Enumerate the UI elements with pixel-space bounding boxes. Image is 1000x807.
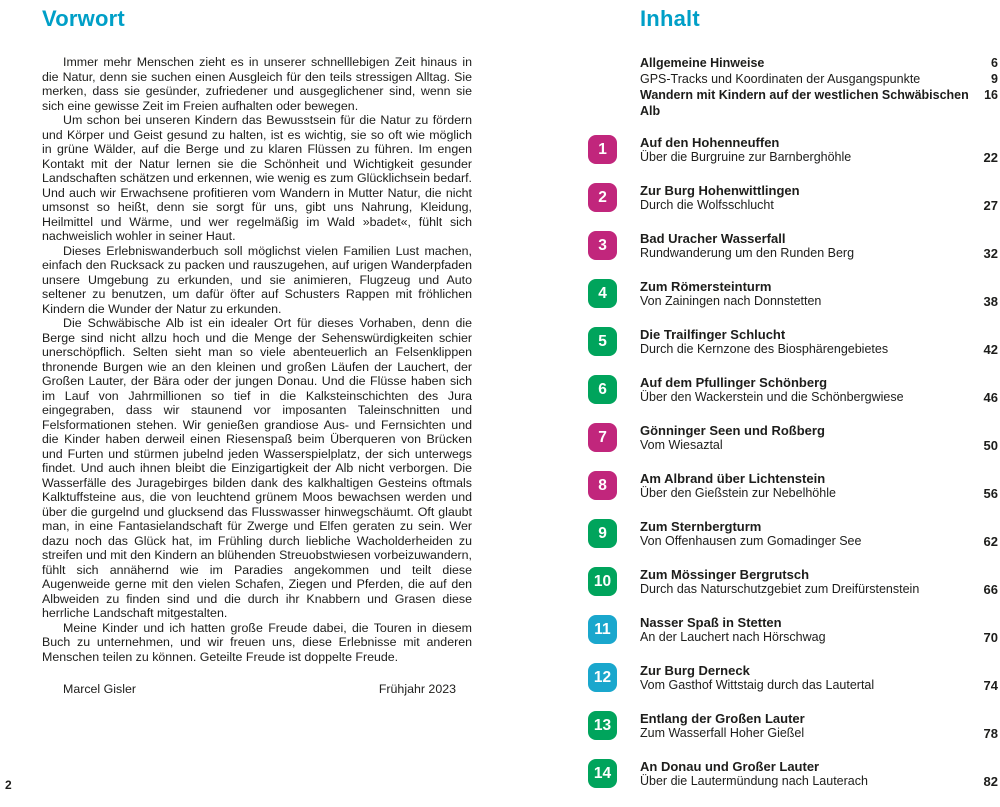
tour-page-number: 74 bbox=[983, 678, 998, 693]
tour-text bbox=[640, 663, 976, 693]
tour-subtitle: Über die Lautermündung nach Lauterach bbox=[640, 774, 868, 788]
tour-title: Zum Mössinger Bergrutsch bbox=[640, 567, 810, 582]
tour-title: Zum Römersteinturm bbox=[640, 279, 772, 294]
tour-text bbox=[640, 279, 976, 309]
tour-page-number: 42 bbox=[983, 342, 998, 357]
tour-page-number: 78 bbox=[983, 726, 998, 741]
paragraph: Um schon bei unseren Kindern das Bewusstsein für die Natur zu fördern und Körper und Geist gesund zu halten, ist es wichtig, sie so oft wie möglich in grüne Wälder, auf die Berge und zu klaren Flüssen zu führen. Im engen Kontakt mit der Natur lernen sie die Schönheit und Wichtigkeit gesunder Landschaften schätzen und erkennen, wie wenig es zum Glücklichsein bedarf. Und auch wir Erwachsene profitieren vom Wandern in Mutter Natur, die nicht umsonst so heißt, denn sie sorgt für uns, gibt uns Nahrung, Kleidung, Heilmittel und Wärme, und wer regelmäßig im Wald »badet«, fühlt sich nachweislich wohler in seiner Haut. bbox=[42, 113, 472, 243]
toc-tour-entry bbox=[588, 519, 998, 549]
tour-text bbox=[640, 471, 976, 501]
toc-front-matter-row bbox=[640, 55, 998, 71]
toc-tour-entry bbox=[588, 615, 998, 645]
tour-subtitle: Durch die Kernzone des Biosphärengebietes bbox=[640, 342, 889, 356]
toc-front-matter-row bbox=[640, 87, 998, 119]
tour-title: Zur Burg Derneck bbox=[640, 663, 750, 678]
tour-title: Zum Sternbergturm bbox=[640, 519, 762, 534]
tour-title: Die Trailfinger Schlucht bbox=[640, 327, 786, 342]
toc-tour-entry bbox=[588, 423, 998, 453]
toc-page-number: 9 bbox=[991, 72, 998, 86]
tour-text bbox=[640, 759, 976, 789]
tour-title: Auf den Hohenneuffen bbox=[640, 135, 780, 150]
toc-tour-entry bbox=[588, 327, 998, 357]
tour-title: Entlang der Großen Lauter bbox=[640, 711, 805, 726]
toc-tour-entry bbox=[588, 471, 998, 501]
tour-title: Am Albrand über Lichtenstein bbox=[640, 471, 826, 486]
toc-label: Wandern mit Kindern auf der westlichen Schwäbischen Alb bbox=[640, 88, 969, 118]
tour-subtitle: An der Lauchert nach Hörschwag bbox=[640, 630, 826, 644]
vorwort-body bbox=[42, 55, 472, 664]
tour-page-number: 70 bbox=[983, 630, 998, 645]
tour-number-badge: 7 bbox=[588, 423, 617, 452]
signature-name: Marcel Gisler bbox=[63, 682, 136, 696]
tour-list bbox=[588, 135, 998, 789]
tour-page-number: 27 bbox=[983, 198, 998, 213]
tour-number-badge: 10 bbox=[588, 567, 617, 596]
toc-tour-entry bbox=[588, 759, 998, 789]
toc-tour-entry bbox=[588, 711, 998, 741]
tour-number-badge: 2 bbox=[588, 183, 617, 212]
toc-label: Allgemeine Hinweise bbox=[640, 56, 765, 70]
tour-text bbox=[640, 231, 976, 261]
paragraph: Immer mehr Menschen zieht es in unserer schnelllebigen Zeit hinaus in die Natur, denn sie suchen einen Ausgleich für den teils stressigen Alltag. Sie merken, dass sie gesünder, zufriedener und ausgeglichener sind, wenn sie sich eine gewisse Zeit im Freien aufhalten oder bewegen. bbox=[42, 55, 472, 113]
tour-subtitle: Vom Gasthof Wittstaig durch das Lautertal bbox=[640, 678, 875, 692]
toc-tour-entry bbox=[588, 375, 998, 405]
tour-number-badge: 4 bbox=[588, 279, 617, 308]
tour-text bbox=[640, 519, 976, 549]
tour-title: Nasser Spaß in Stetten bbox=[640, 615, 782, 630]
tour-title: An Donau und Großer Lauter bbox=[640, 759, 820, 774]
tour-text bbox=[640, 711, 976, 741]
tour-page-number: 62 bbox=[983, 534, 998, 549]
toc-front-matter-row bbox=[640, 71, 998, 87]
tour-page-number: 38 bbox=[983, 294, 998, 309]
tour-subtitle: Von Offenhausen zum Gomadinger See bbox=[640, 534, 862, 548]
toc-front-matter bbox=[640, 55, 998, 119]
tour-subtitle: Vom Wiesaztal bbox=[640, 438, 723, 452]
toc-page-number: 6 bbox=[991, 56, 998, 70]
tour-number-badge: 9 bbox=[588, 519, 617, 548]
tour-number-badge: 5 bbox=[588, 327, 617, 356]
tour-subtitle: Rundwanderung um den Runden Berg bbox=[640, 246, 855, 260]
tour-number-badge: 12 bbox=[588, 663, 617, 692]
tour-subtitle: Zum Wasserfall Hoher Gießel bbox=[640, 726, 805, 740]
tour-subtitle: Über die Burgruine zur Barnberghöhle bbox=[640, 150, 852, 164]
tour-text bbox=[640, 327, 976, 357]
toc-tour-entry bbox=[588, 135, 998, 165]
tour-page-number: 22 bbox=[983, 150, 998, 165]
tour-page-number: 82 bbox=[983, 774, 998, 789]
signature bbox=[42, 682, 472, 696]
paragraph: Dieses Erlebniswanderbuch soll möglichst vielen Familien Lust machen, einfach den Rucksack zu packen und rauszugehen, auf urigen Wanderpfaden unsere Umgebung zu erkunden, und sie animieren, Flugzeug und Auto seltener zu benutzen, um dafür öfter auf Schusters Rappen mit fröhlichen Kindern die Wunder der Natur zu erkunden. bbox=[42, 243, 472, 316]
toc-tour-entry bbox=[588, 183, 998, 213]
paragraph: Meine Kinder und ich hatten große Freude dabei, die Touren in diesem Buch zu unternehmen, und wir freuen uns, diese Erlebnisse mit anderen Menschen teilen zu können. Geteilte Freude ist doppelte Freude. bbox=[42, 620, 472, 664]
tour-page-number: 66 bbox=[983, 582, 998, 597]
page-title: Inhalt bbox=[640, 6, 700, 31]
toc-tour-entry bbox=[588, 567, 998, 597]
toc-label: GPS-Tracks und Koordinaten der Ausgangspunkte bbox=[640, 72, 921, 86]
signature-date: Frühjahr 2023 bbox=[378, 682, 456, 696]
tour-text bbox=[640, 375, 976, 405]
toc-page-number: 16 bbox=[984, 88, 998, 102]
tour-text bbox=[640, 135, 976, 165]
tour-page-number: 56 bbox=[983, 486, 998, 501]
tour-text bbox=[640, 615, 976, 645]
tour-title: Gönninger Seen und Roßberg bbox=[640, 423, 825, 438]
tour-page-number: 50 bbox=[983, 438, 998, 453]
page-title: Vorwort bbox=[42, 6, 125, 31]
paragraph: Die Schwäbische Alb ist ein idealer Ort für dieses Vorhaben, denn die Berge sind nicht allzu hoch und die Menge der Sehenswürdigkeiten schier unerschöpflich. Selten sieht man so viele abenteuerlich an Felsenklippen thronende Burgen wie an den kleinen und großen Läufen der Lauchert, der Großen Lauter, der Bära oder der jungen Donau. Und die Flüsse haben sich im Lauf von Jahrmillionen so tief in die Kalksteinschichten des Jura eingegraben, dass wir staunend vor imposanten Taleinschnitten und Felsformationen stehen. Wir genießen grandiose Aus- und Fernsichten und die Kinder haben derweil einen Riesenspaß beim Überqueren von Brücken und Furten und stürmen jubelnd jeden Wasserspielplatz, der sich unterwegs findet. Und auch ihnen bleibt die Einzigartigkeit der Alb nicht verborgen. Die Wasserfälle des Juragebirges bilden dank des kalkhaltigen Gesteins oftmals Kalktuffsteine aus, die von leuchtend grünem Moos bewachsen werden und über die gurgelnd und glucksend das Flusswasser hinwegschäumt. Oft glaubt man, in eine Fantasielandschaft für Zwerge und Elfen geraten zu sein. Wer dazu noch das Glück hat, im Frühling durch liebliche Wacholderheiden zu streifen und mit den Kindern an blühenden Streuobstwiesen vorbeizuwandern, fühlt sich annähernd wie im Paradies angekommen und teilt diese Augenweide gerne mit den vielen Schafen, Ziegen und Pferden, die auf den Albweiden zu finden sind und die durch ihr Knabbern und Grasen diese herrliche Landschaft mitgestalten. bbox=[42, 316, 472, 620]
tour-title: Auf dem Pfullinger Schönberg bbox=[640, 375, 828, 390]
tour-subtitle: Über den Wackerstein und die Schönbergwiese bbox=[640, 390, 904, 404]
tour-number-badge: 1 bbox=[588, 135, 617, 164]
tour-title: Zur Burg Hohenwittlingen bbox=[640, 183, 800, 198]
toc-tour-entry bbox=[588, 663, 998, 693]
tour-text bbox=[640, 567, 976, 597]
tour-number-badge: 3 bbox=[588, 231, 617, 260]
page-number: 2 bbox=[5, 778, 12, 792]
tour-number-badge: 8 bbox=[588, 471, 617, 500]
tour-number-badge: 14 bbox=[588, 759, 617, 788]
tour-text bbox=[640, 183, 976, 213]
tour-subtitle: Von Zainingen nach Donnstetten bbox=[640, 294, 822, 308]
tour-page-number: 46 bbox=[983, 390, 998, 405]
inhalt-page bbox=[588, 6, 998, 807]
toc-tour-entry bbox=[588, 231, 998, 261]
tour-subtitle: Durch das Naturschutzgebiet zum Dreifürstenstein bbox=[640, 582, 920, 596]
tour-subtitle: Durch die Wolfsschlucht bbox=[640, 198, 774, 212]
vorwort-page bbox=[42, 6, 472, 696]
tour-page-number: 32 bbox=[983, 246, 998, 261]
tour-number-badge: 6 bbox=[588, 375, 617, 404]
tour-title: Bad Uracher Wasserfall bbox=[640, 231, 786, 246]
tour-number-badge: 13 bbox=[588, 711, 617, 740]
toc-tour-entry bbox=[588, 279, 998, 309]
tour-text bbox=[640, 423, 976, 453]
tour-number-badge: 11 bbox=[588, 615, 617, 644]
tour-subtitle: Über den Gießstein zur Nebelhöhle bbox=[640, 486, 836, 500]
